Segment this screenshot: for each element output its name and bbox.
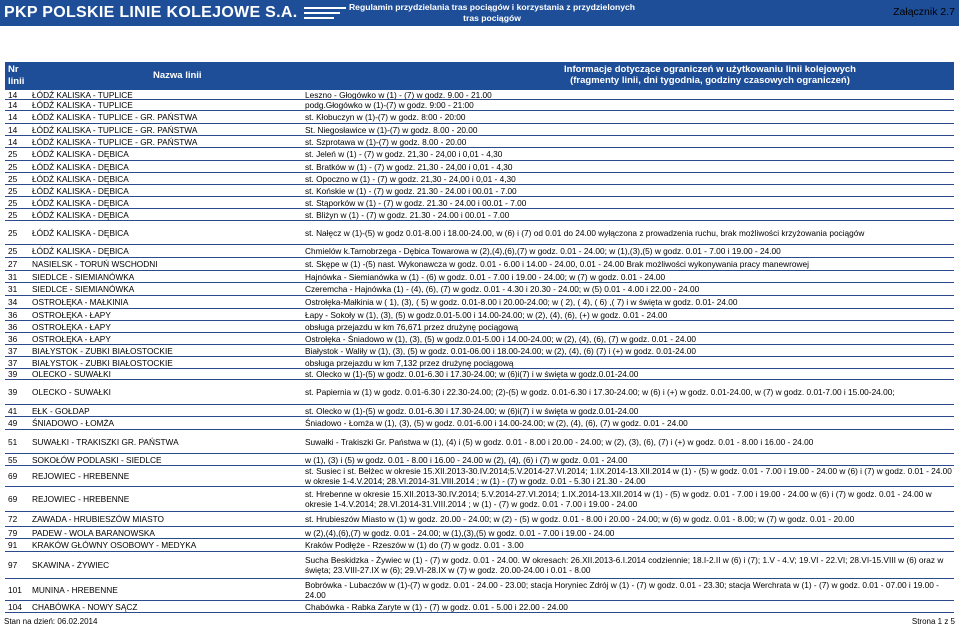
line-number: 31 xyxy=(8,284,18,294)
table-row xyxy=(5,173,954,185)
table-row xyxy=(5,124,954,136)
table-row xyxy=(5,601,954,613)
table-row xyxy=(5,333,954,345)
table-header xyxy=(5,62,954,90)
line-number: 25 xyxy=(8,197,18,208)
restriction-info: st. Hrebenne w okresie 15.XII.2013-30.IV.2014; 5.V.2014-27.VI.2014; 1.IX.2014-13.XII.2014 w (1) - (5) w godz. 0.01 - 7.00 i 19.00 - 24.00 w (6) i (7) w godz. 0.01 - 24.00 w okresie 1-4.V.2014; 28.VI.2014-31.VIII.2014 ; w (1) - (7) w godz. 0.01 - 7.00 i 19.00 - 24.00 xyxy=(305,489,932,509)
line-name: BIAŁYSTOK - ZUBKI BIAŁOSTOCKIE xyxy=(32,357,173,368)
line-name: ŁÓDŹ KALISKA - DĘBICA xyxy=(32,149,129,159)
line-name: SUWAŁKI - TRAKISZKI GR. PAŃSTWA xyxy=(32,436,179,447)
restriction-info: st. Szprotawa w (1)-(7) w godz. 8.00 - 20.00 xyxy=(305,136,467,147)
line-name: ZAWADA - HRUBIESZÓW MIASTO xyxy=(32,514,164,524)
restrictions-table xyxy=(5,90,954,613)
table-row xyxy=(5,283,954,296)
restriction-info: Chabówka - Rabka Zaryte w (1) - (7) w godz. 0.01 - 5.00 i 22.00 - 24.00 xyxy=(305,601,568,612)
table-row xyxy=(5,245,954,258)
line-name: BIAŁYSTOK - ZUBKI BIAŁOSTOCKIE xyxy=(32,345,173,356)
line-number: 36 xyxy=(8,321,18,332)
line-name: CHABÓWKA - NOWY SĄCZ xyxy=(32,601,138,612)
line-number: 27 xyxy=(8,259,18,269)
table-row xyxy=(5,430,954,454)
table-row xyxy=(5,345,954,357)
line-number: 101 xyxy=(8,584,22,595)
line-name: ŁÓDŹ KALISKA - DĘBICA xyxy=(32,197,129,208)
pkp-logo xyxy=(4,2,346,24)
line-name: REJOWIEC - HREBENNE xyxy=(32,494,130,504)
restriction-info: Ostrołęka-Małkinia w ( 1), (3), ( 5) w godz. 0.01-8.00 i 20.00-24.00; w ( 2), ( 4), ( 6) ,( 7) i w święta w godz. 0.01- 24.00 xyxy=(305,297,738,307)
line-number: 72 xyxy=(8,514,18,524)
restriction-info: Czeremcha - Hajnówka (1) - (4), (6), (7) w godz. 0.01 - 4.30 i 20.30 - 24.00; w (5) 0.01 - 4.00 i 22.00 - 24.00 xyxy=(305,284,700,294)
restriction-info: st. Końskie w (1) - (7) w godz. 21.30 - 24.00 i 00.01 - 7.00 xyxy=(305,185,517,196)
restriction-info: st. Skępe w (1) -(5) nast. Wykonawcza w godz. 0.01 - 6.00 i 14.00 - 24.00, 0.01 - 24.00 Brak możliwości wykonywania pracy manewrowej xyxy=(305,259,809,269)
table-row xyxy=(5,539,954,552)
line-name: ŁÓDŹ KALISKA - DĘBICA xyxy=(32,161,129,172)
line-number: 25 xyxy=(8,246,18,256)
table-row xyxy=(5,100,954,111)
restriction-info: Hajnówka - Siemianówka w (1) - (6) w godz. 0.01 - 7.00 i 19.00 - 24.00; w (7) w godz. 0.01 - 24.00 xyxy=(305,271,666,282)
line-number: 25 xyxy=(8,161,18,172)
table-row xyxy=(5,527,954,539)
line-name: SOKOŁÓW PODLASKI - SIEDLCE xyxy=(32,454,162,465)
table-row xyxy=(5,454,954,466)
restriction-info: st. Bliżyn w (1) - (7) w godz. 21.30 - 24.00 i 00.01 - 7.00 xyxy=(305,209,510,220)
restriction-info: st. Jeleń w (1) - (7) w godz. 21,30 - 24,00 i 0,01 - 4,30 xyxy=(305,149,503,159)
line-name: KRAKÓW GŁÓWNY OSOBOWY - MEDYKA xyxy=(32,540,197,550)
line-name: PADEW - WOLA BARANOWSKA xyxy=(32,527,155,538)
table-row xyxy=(5,209,954,221)
restriction-info: Leszno - Głogówko w (1) - (7) w godz. 9.00 - 21.00 xyxy=(305,90,492,99)
restriction-info: st. Hrubieszów Miasto w (1) w godz. 20.00 - 24.00; w (2) - (5) w godz. 0.01 - 8.00 i 20.00 - 24.00; w (6) w godz. 0.01 - 8.00; w (7) w godz. 0.01 - 20.00 xyxy=(305,514,855,524)
restriction-info: obsługa przejazdu w km 7,132 przez drużynę pociągową xyxy=(305,357,514,368)
restriction-info: Sucha Beskidzka - Żywiec w (1) - (7) w godz. 0.01 - 24.00. W okresach: 26.XII.2013-6.I.2014 codziennie; 18.I-2.II w (6) i (7); 1.V - 4.V; 19.VI - 22.VI; 28.VI-15.VIII w (6) oraz w święta; 23.VIII-27.IX w (6); 29.VI-28.IX w (7) w godz. 20.00-24.00 i 0.01 - 8.00 xyxy=(305,555,944,575)
table-row xyxy=(5,148,954,161)
restriction-info: Ostrołęka - Śniadowo w (1), (3), (5) w godz.0.01-5.00 i 14.00-24.00; w (2), (4), (6), (7) w godz. 0.01 - 24.00 xyxy=(305,333,697,344)
restriction-info: st. Susiec i st. Bełżec w okresie 15.XII.2013-30.IV.2014;5.V.2014-27.VI.2014; 1.IX.2014-13.XII.2014 w (1) - (5) w godz. 0.01 - 7.00 i 19.00 - 24.00 w (6) i (7) w godz. 0.01 - 24.00 w okresie 1-4.V.2014; 28.VI.2014-31.VIII.2014 ; w (1) - (7) w godz. 0.01 - 5.30 i 21.30 - 24.00 xyxy=(305,466,952,486)
line-number: 25 xyxy=(8,185,18,196)
line-number: 14 xyxy=(8,100,18,110)
header-line-name: Nazwa linii xyxy=(153,70,202,81)
line-name: OLECKO - SUWAŁKI xyxy=(32,387,111,397)
line-number: 91 xyxy=(8,540,18,550)
restriction-info: Kraków Podłęże - Rzeszów w (1) do (7) w godz. 0.01 - 3.00 xyxy=(305,540,524,550)
header-restrictions: Informacje dotyczące ograniczeń w użytkowaniu linii kolejowych (fragmenty linii, dni tygodnia, godziny czasowych ograniczeń) xyxy=(564,64,856,86)
table-row xyxy=(5,197,954,209)
table-row xyxy=(5,221,954,245)
logo-stripes-icon xyxy=(304,7,346,19)
table-row xyxy=(5,258,954,271)
line-number: 97 xyxy=(8,560,18,570)
line-number: 14 xyxy=(8,112,18,122)
line-number: 36 xyxy=(8,333,18,344)
line-number: 14 xyxy=(8,124,18,135)
line-name: ŚNIADOWO - ŁOMŻA xyxy=(32,418,115,428)
restriction-info: st. Kłobuczyn w (1)-(7) w godz. 8:00 - 20:00 xyxy=(305,112,466,122)
line-name: ŁÓDŹ KALISKA - TUPLICE - GR. PAŃSTWA xyxy=(32,112,198,122)
line-number: 69 xyxy=(8,471,18,481)
line-name: ŁÓDŹ KALISKA - TUPLICE - GR. PAŃSTWA xyxy=(32,124,198,135)
line-number: 104 xyxy=(8,601,22,612)
table-row xyxy=(5,111,954,124)
line-name: SIEDLCE - SIEMIANÓWKA xyxy=(32,284,135,294)
restriction-info: Bobrówka - Lubaczów w (1)-(7) w godz. 0.01 - 24.00 - 23.00; stacja Horyniec Zdrój w (1) - (7) w godz. 0.01 - 23.30; stacja Werchrata w (1) - (7) w godz. 0.01 - 07.00 i 19.00 - 24.00 xyxy=(305,579,939,600)
line-number: 37 xyxy=(8,345,18,356)
line-number: 31 xyxy=(8,271,18,282)
line-number: 37 xyxy=(8,357,18,368)
restriction-info: st. Nałęcz w (1)-(5) w godz 0.01-8.00 i 18.00-24.00, w (6) i (7) od 0.01 do 24.00 wyłączona z prowadzenia ruchu, brak możliwości krzyżowania pociągów xyxy=(305,227,865,238)
table-row xyxy=(5,185,954,197)
line-name: NASIELSK - TORUŃ WSCHODNI xyxy=(32,259,158,269)
restriction-info: st. Stąporków w (1) - (7) w godz. 21.30 - 24.00 i 00.01 - 7.00 xyxy=(305,197,527,208)
restriction-info: obsługa przejazdu w km 76,671 przez drużynę pociągową xyxy=(305,321,519,332)
logo-text: PKP POLSKIE LINIE KOLEJOWE S.A. xyxy=(4,4,298,21)
restriction-info: st. Olecko w (1)-(5) w godz. 0.01-6.30 i 17.30-24.00; w (6)i(7) i w święta w godz.0.01-24.00 xyxy=(305,369,639,379)
line-name: REJOWIEC - HREBENNE xyxy=(32,471,130,481)
header-bar xyxy=(0,0,959,34)
table-row xyxy=(5,161,954,173)
title-line-1: Regulamin przydzielania tras pociągów i korzystania z przydzielonych tras pociągów xyxy=(348,2,636,23)
line-number: 69 xyxy=(8,494,18,504)
line-name: ŁÓDŹ KALISKA - DĘBICA xyxy=(32,185,129,196)
restriction-info: w (2),(4),(6),(7) w godz. 0.01 - 24.00; w (1),(3),(5) w godz. 0.01 - 7.00 i 19.00 - 24.00 xyxy=(305,527,615,538)
line-name: ŁÓDŹ KALISKA - TUPLICE - GR. PAŃSTWA xyxy=(32,136,198,147)
line-name: OSTROŁĘKA - ŁAPY xyxy=(32,309,111,320)
table-row xyxy=(5,552,954,579)
line-number: 41 xyxy=(8,405,18,416)
table-row xyxy=(5,487,954,512)
restriction-info: Chmielów k.Tarnobrzega - Dębica Towarowa w (2),(4),(6),(7) w godz. 0.01 - 24.00; w (1),(3),(5) w godz. 0.01 - 7.00 i 19.00 - 24.00 xyxy=(305,246,781,256)
table-row xyxy=(5,417,954,430)
table-row xyxy=(5,466,954,487)
header-line-number: Nr linii xyxy=(8,64,25,87)
title-line-2: przez licencjonowanych przewoźników kolejowych w ramach rjp 2013/2014 xyxy=(348,24,636,34)
footer-date: Stan na dzień: 06.02.2014 xyxy=(4,617,98,626)
table-row xyxy=(5,357,954,369)
restriction-info: Suwałki - Trakiszki Gr. Państwa w (1), (4) i (5) w godz. 0.01 - 8.00 i 20.00 - 24.00; w (2), (3), (6), (7) i (+) w godz. 0.01 - 8.00 i 16.00 - 24.00 xyxy=(305,436,814,447)
restriction-info: Łapy - Sokoły w (1), (3), (5) w godz.0.01-5.00 i 14.00-24.00; w (2), (4), (6), (+) w godz. 0.01 - 24.00 xyxy=(305,309,668,320)
line-number: 34 xyxy=(8,297,18,307)
line-number: 14 xyxy=(8,90,18,99)
line-number: 51 xyxy=(8,436,18,447)
line-number: 25 xyxy=(8,209,18,220)
line-name: SIEDLCE - SIEMIANÓWKA xyxy=(32,271,135,282)
line-name: ŁÓDŹ KALISKA - TUPLICE xyxy=(32,90,133,99)
footer-page: Strona 1 z 5 xyxy=(911,617,955,626)
line-number: 49 xyxy=(8,418,18,428)
table-row xyxy=(5,309,954,321)
line-name: OLECKO - SUWAŁKI xyxy=(32,369,111,379)
table-row xyxy=(5,321,954,333)
line-number: 36 xyxy=(8,309,18,320)
table-row xyxy=(5,296,954,309)
line-number: 14 xyxy=(8,136,18,147)
restriction-info: st. Bratków w (1) - (7) w godz. 21,30 - 24,00 i 0,01 - 4,30 xyxy=(305,161,513,172)
restriction-info: w (1), (3) i (5) w godz. 0.01 - 8.00 i 16.00 - 24.00 w (2), (4), (6) i (7) w godz. 0.01 - 24.00 xyxy=(305,454,628,465)
line-name: ŁÓDŹ KALISKA - DĘBICA xyxy=(32,227,129,238)
restriction-info: Śniadowo - Łomża w (1), (3), (5) w godz. 0.01-6.00 i 14.00-24.00; w (2), (4), (6), (7) w godz. 0.01 - 24.00 xyxy=(305,418,688,428)
attachment-label: Załącznik 2.7 xyxy=(893,6,955,18)
line-number: 79 xyxy=(8,527,18,538)
line-name: ŁÓDŹ KALISKA - DĘBICA xyxy=(32,246,129,256)
restriction-info: st. Papiernia w (1) w godz. 0.01-6.30 i 22.30-24.00; (2)-(5) w godz. 0.01-6.30 i 17.30-24.00; w (6) i (+) w godz. 0.01-24.00, w (7) w godz. 0.01-7.00 i 15.00-24.00; xyxy=(305,387,895,397)
line-name: ŁÓDŹ KALISKA - TUPLICE xyxy=(32,100,133,110)
line-name: ŁÓDŹ KALISKA - DĘBICA xyxy=(32,173,129,184)
table-row xyxy=(5,380,954,405)
table-row xyxy=(5,369,954,380)
table-row xyxy=(5,271,954,283)
table-row xyxy=(5,90,954,100)
line-number: 39 xyxy=(8,369,18,379)
line-name: OSTROŁĘKA - ŁAPY xyxy=(32,333,111,344)
table-row xyxy=(5,136,954,148)
line-number: 25 xyxy=(8,173,18,184)
line-number: 25 xyxy=(8,227,18,238)
restriction-info: podg.Głogówko w (1)-(7) w godz. 9:00 - 21:00 xyxy=(305,100,474,110)
document-title xyxy=(342,2,642,35)
line-name: OSTROŁĘKA - MAŁKINIA xyxy=(32,297,129,307)
line-number: 39 xyxy=(8,387,18,397)
restriction-info: Białystok - Waliły w (1), (3), (5) w godz. 0.01-06.00 i 18.00-24.00; w (2), (4), (6) (7) i (+) w godz. 0.01-24.00 xyxy=(305,345,696,356)
line-name: MUNINA - HREBENNE xyxy=(32,584,118,595)
line-name: SKAWINA - ŻYWIEC xyxy=(32,560,110,570)
restriction-info: st. Olecko w (1)-(5) w godz. 0.01-6.30 i 17.30-24.00; w (6)i(7) i w święta w godz.0.01-24.00 xyxy=(305,405,639,416)
line-number: 25 xyxy=(8,149,18,159)
table-row xyxy=(5,405,954,417)
line-name: OSTROŁĘKA - ŁAPY xyxy=(32,321,111,332)
table-row xyxy=(5,579,954,601)
restriction-info: st. Opoczno w (1) - (7) w godz. 21,30 - 24,00 i 0,01 - 4,30 xyxy=(305,173,516,184)
line-number: 55 xyxy=(8,454,18,465)
table-row xyxy=(5,512,954,527)
line-name: ŁÓDŹ KALISKA - DĘBICA xyxy=(32,209,129,220)
line-name: EŁK - GOŁDAP xyxy=(32,405,90,416)
restriction-info: St. Niegosławice w (1)-(7) w godz. 8.00 - 20.00 xyxy=(305,124,478,135)
